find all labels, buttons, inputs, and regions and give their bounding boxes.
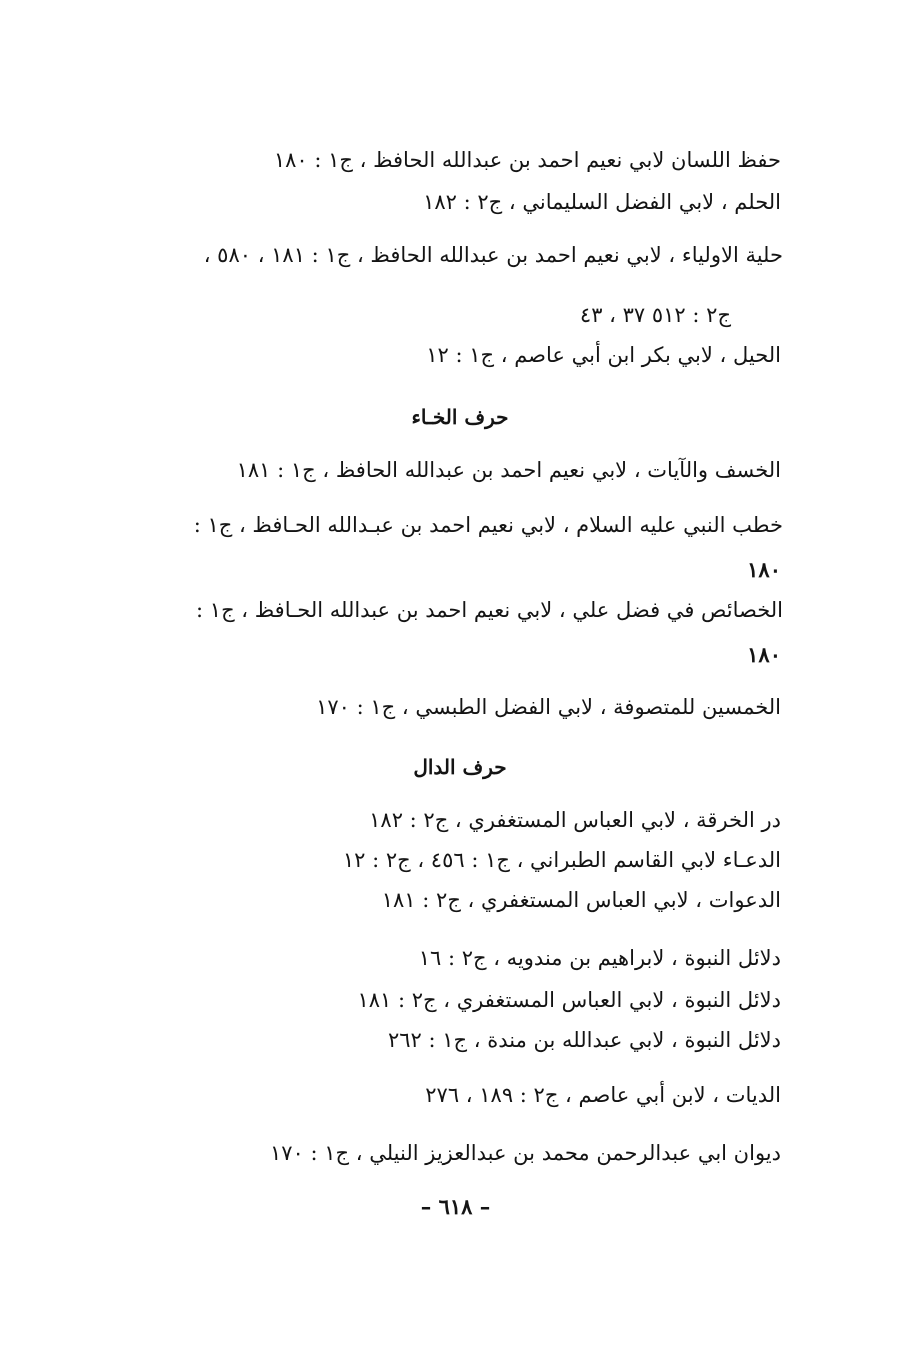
section-heading-kha: حرف الخـاء [411, 405, 509, 429]
index-entry-khutab-page: ١٨٠ [747, 557, 781, 582]
index-entry-diwan-al-nili: ديوان ابي عبدالرحمن محمد بن عبدالعزيز النيلي ، ج١ : ١٧٠ [269, 1141, 781, 1165]
index-entry-al-khasais: الخصائص في فضل علي ، لابي نعيم احمد بن عبدالله الحـافظ ، ج١ : [196, 598, 783, 622]
index-entry-dalail-mustaghfiri: دلائل النبوة ، لابي العباس المستغفري ، ج٢ : ١٨١ [357, 988, 781, 1012]
section-heading-dal: حرف الدال [413, 755, 507, 779]
index-entry-al-dua: الدعـاء لابي القاسم الطبراني ، ج١ : ٤٥٦ ، ج٢ : ١٢ [342, 848, 781, 872]
index-entry-khutab-al-nabi: خطب النبي عليه السلام ، لابي نعيم احمد بن عبـدالله الحـافظ ، ج١ : [193, 513, 783, 537]
index-entry-al-hiyal: الحيل ، لابي بكر ابن أبي عاصم ، ج١ : ١٢ [426, 343, 781, 367]
index-entry-al-daawat: الدعوات ، لابي العباس المستغفري ، ج٢ : ١٨١ [381, 888, 781, 912]
index-entry-hifz-al-lisan: حفظ اللسان لابي نعيم احمد بن عبدالله الحافظ ، ج١ : ١٨٠ [273, 148, 781, 172]
index-entry-durr-al-khirqa: در الخرقة ، لابي العباس المستغفري ، ج٢ : ١٨٢ [369, 808, 781, 832]
index-entry-al-khamsin: الخمسين للمتصوفة ، لابي الفضل الطبسي ، ج١ : ١٧٠ [316, 695, 781, 719]
index-entry-al-khasf: الخسف والآيات ، لابي نعيم احمد بن عبدالله الحافظ ، ج١ : ١٨١ [236, 458, 781, 482]
index-entry-khasais-page: ١٨٠ [747, 642, 781, 667]
index-entry-hilyat-al-awliya: حلية الاولياء ، لابي نعيم احمد بن عبدالله الحافظ ، ج١ : ١٨١ ، ٥٨٠ ، [203, 243, 783, 267]
index-entry-dalail-ibn-manda: دلائل النبوة ، لابي عبدالله بن مندة ، ج١ : ٢٦٢ [387, 1028, 781, 1052]
index-entry-dalail-ibn-manduyah: دلائل النبوة ، لابراهيم بن مندويه ، ج٢ : ١٦ [418, 946, 781, 970]
index-entry-hilyat-continuation: ج٢ : ٥١٢ ٣٧ ، ٤٣ [579, 303, 731, 327]
page-number: – ٦١٨ – [420, 1194, 491, 1219]
index-entry-al-diyat: الديات ، لابن أبي عاصم ، ج٢ : ١٨٩ ، ٢٧٦ [425, 1083, 781, 1107]
index-entry-al-hilm: الحلم ، لابي الفضل السليماني ، ج٢ : ١٨٢ [423, 190, 781, 214]
